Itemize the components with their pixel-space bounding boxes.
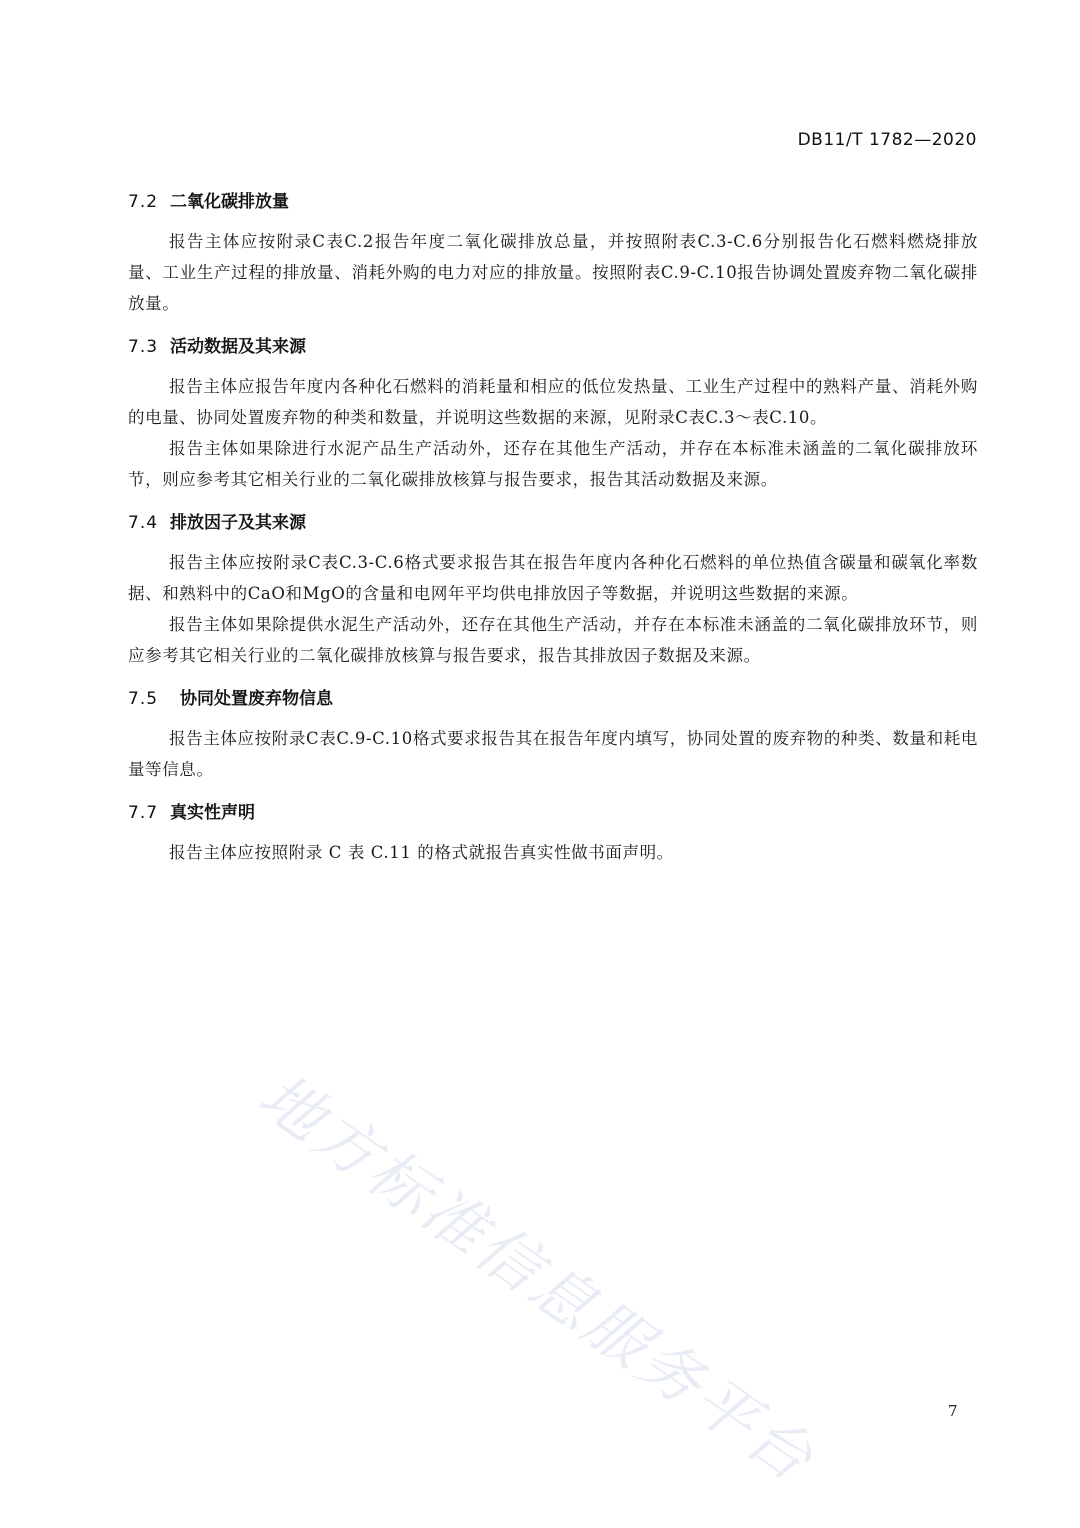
watermark: 地方标准信息服务平台	[246, 1058, 829, 1498]
section-title: 活动数据及其来源	[170, 337, 307, 357]
document-code: DB11/T 1782—2020	[797, 130, 977, 150]
section-7-5	[128, 683, 978, 785]
paragraph: 报告主体应按照附录 C 表 C.11 的格式就报告真实性做书面声明。	[169, 843, 674, 862]
section-title: 二氧化碳排放量	[170, 192, 290, 212]
section-title: 排放因子及其来源	[170, 513, 307, 533]
section-number: 7.4	[128, 513, 159, 533]
paragraph: 报告主体如果除进行水泥产品生产活动外，还存在其他生产活动，并存在本标准未涵盖的二氧化碳排放环节，则应参考其它相关行业的二氧化碳排放核算与报告要求，报告其活动数据及来源。	[128, 439, 978, 489]
paragraph: 报告主体如果除提供水泥生产活动外，还存在其他生产活动，并存在本标准未涵盖的二氧化碳排放环节，则应参考其它相关行业的二氧化碳排放核算与报告要求，报告其排放因子数据及来源。	[128, 615, 978, 665]
section-heading	[128, 683, 978, 715]
section-number: 7.5	[128, 689, 159, 709]
section-7-2	[128, 186, 978, 319]
section-7-3	[128, 331, 978, 495]
document-body	[128, 186, 978, 880]
section-title: 真实性声明	[170, 803, 256, 823]
paragraph: 报告主体应按附录C表C.3-C.6格式要求报告其在报告年度内各种化石燃料的单位热值含碳量和碳氧化率数据、和熟料中的CaO和MgO的含量和电网年平均供电排放因子等数据，并说明这些数据的来源。	[128, 553, 978, 603]
section-7-7	[128, 797, 978, 868]
section-7-4	[128, 507, 978, 671]
section-number: 7.7	[128, 803, 159, 823]
section-heading	[128, 797, 978, 829]
section-title: 协同处置废弃物信息	[180, 689, 334, 709]
page-number: 7	[948, 1402, 958, 1420]
section-number: 7.2	[128, 192, 159, 212]
section-number: 7.3	[128, 337, 159, 357]
section-heading	[128, 507, 978, 539]
paragraph: 报告主体应按附录C表C.2报告年度二氧化碳排放总量，并按照附表C.3-C.6分别报告化石燃料燃烧排放量、工业生产过程的排放量、消耗外购的电力对应的排放量。按照附表C.9-C.10报告协调处置废弃物二氧化碳排放量。	[128, 232, 978, 313]
section-heading	[128, 331, 978, 363]
section-heading	[128, 186, 978, 218]
paragraph: 报告主体应报告年度内各种化石燃料的消耗量和相应的低位发热量、工业生产过程中的熟料产量、消耗外购的电量、协同处置废弃物的种类和数量，并说明这些数据的来源，见附录C表C.3～表C.10。	[128, 377, 978, 427]
paragraph: 报告主体应按附录C表C.9-C.10格式要求报告其在报告年度内填写，协同处置的废弃物的种类、数量和耗电量等信息。	[128, 729, 978, 779]
